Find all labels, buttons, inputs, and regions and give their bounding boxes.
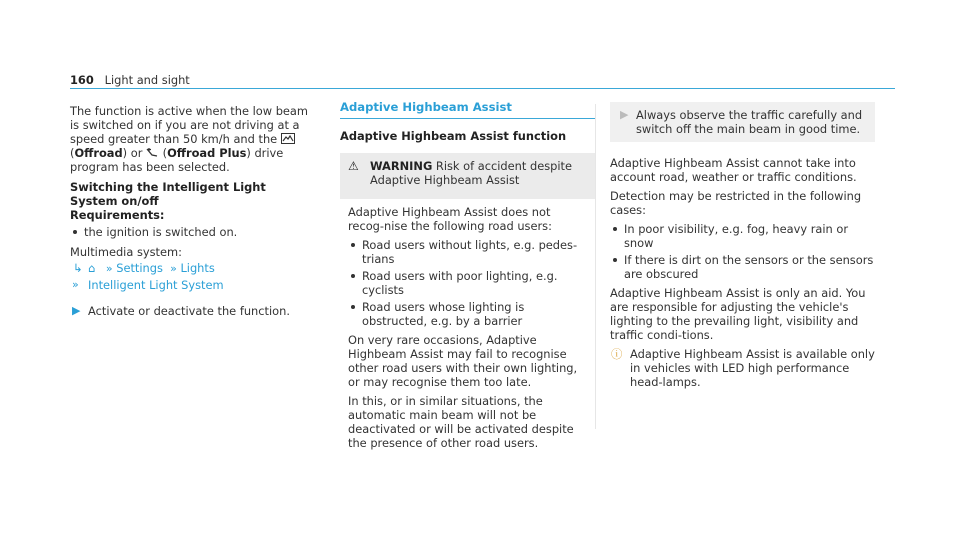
intelligent-light-system-link[interactable]: Intelligent Light System [88, 278, 224, 292]
warning-item: Road users whose lighting is obstructed, e.g. by a barrier [348, 300, 587, 328]
case-item: If there is dirt on the sensors or the sensors are obscured [610, 253, 875, 281]
home-icon[interactable]: ⌂ [88, 261, 96, 275]
intro-text: The function is active when the low beam is switched on if you are not driving at a speed greater than 50 km/h and the [70, 104, 309, 146]
nav-path [70, 261, 315, 276]
action-step [70, 304, 315, 318]
page-header [70, 73, 190, 87]
requirements-label: Requirements: [70, 208, 165, 222]
info-icon: ⓘ [611, 347, 623, 361]
page-number: 160 [70, 73, 94, 87]
left-column [70, 104, 315, 318]
switching-heading: Switching the Intelligent Light System on/off [70, 180, 266, 208]
chevron-icon: » [166, 262, 177, 275]
warning-heading [370, 159, 587, 187]
requirement-item: the ignition is switched on. [70, 225, 315, 239]
warning-item: Road users with poor lighting, e.g. cyclists [348, 269, 587, 297]
multimedia-label: Multimedia system: [70, 245, 182, 259]
right-paragraph-1: Adaptive Highbeam Assist cannot take into account road, weather or traffic conditions. [610, 156, 857, 184]
observe-box [610, 102, 875, 142]
offroad-label: Offroad [74, 146, 123, 160]
observe-arrow-icon: ▶ [620, 108, 629, 121]
right-column [610, 104, 875, 389]
offroad-plus-label: Offroad Plus [167, 146, 247, 160]
case-item: In poor visibility, e.g. fog, heavy rain or snow [610, 222, 875, 250]
path-arrow-icon: ↳ [73, 261, 83, 275]
warning-box [340, 153, 595, 199]
warning-icon: ⚠ [348, 159, 359, 173]
warning-paragraph-1: Adaptive Highbeam Assist does not recog-nise the following road users: [348, 205, 552, 233]
action-arrow-icon: ▶ [72, 304, 81, 317]
column-divider [595, 104, 596, 429]
settings-link[interactable]: Settings [116, 261, 163, 275]
function-title: Adaptive Highbeam Assist function [340, 129, 567, 143]
observe-step [618, 108, 867, 136]
action-text: Activate or deactivate the function. [88, 304, 290, 318]
offroad-after: ) or [122, 146, 143, 160]
offroad-icon [281, 133, 295, 144]
right-paragraph-3: Adaptive Highbeam Assist is only an aid. You are responsible for adjusting the vehicle's lighting to the prevailing light, visibility and traffic condi-tions. [610, 286, 866, 342]
offroad-plus-icon [146, 147, 159, 158]
info-note-text: Adaptive Highbeam Assist is available only in vehicles with LED high performance head-lamps. [630, 347, 875, 389]
paren: ( [162, 146, 168, 160]
warning-text: Risk of accident despite Adaptive Highbeam Assist [370, 159, 573, 187]
chevron-icon: » [72, 278, 79, 291]
intro-paragraph [70, 104, 315, 174]
section-name: Light and sight [104, 73, 190, 87]
warning-item: Road users without lights, e.g. pedes-trians [348, 238, 587, 266]
lights-link[interactable]: Lights [180, 261, 215, 275]
warning-body [340, 199, 595, 450]
right-paragraph-2: Detection may be restricted in the following cases: [610, 189, 862, 217]
paren: ( [70, 146, 75, 160]
warning-header [348, 159, 587, 187]
middle-column [340, 100, 595, 455]
nav-path-2 [70, 278, 315, 292]
chevron-icon: » [98, 262, 113, 275]
warning-paragraph-3: In this, or in similar situations, the automatic main beam will not be deactivated or will be activated despite the presence of other road users. [348, 394, 574, 450]
section-title: Adaptive Highbeam Assist [340, 100, 595, 119]
warning-label: WARNING [370, 159, 433, 173]
offroad-plus-after: ) drive program has been selected. [70, 146, 284, 174]
observe-text: Always observe the traffic carefully and switch off the main beam in good time. [636, 108, 863, 136]
info-note [610, 347, 875, 389]
header-rule [70, 88, 895, 89]
warning-paragraph-2: On very rare occasions, Adaptive Highbeam Assist may fail to recognise other road users with their own lighting, or may recognise them too late. [348, 333, 578, 389]
